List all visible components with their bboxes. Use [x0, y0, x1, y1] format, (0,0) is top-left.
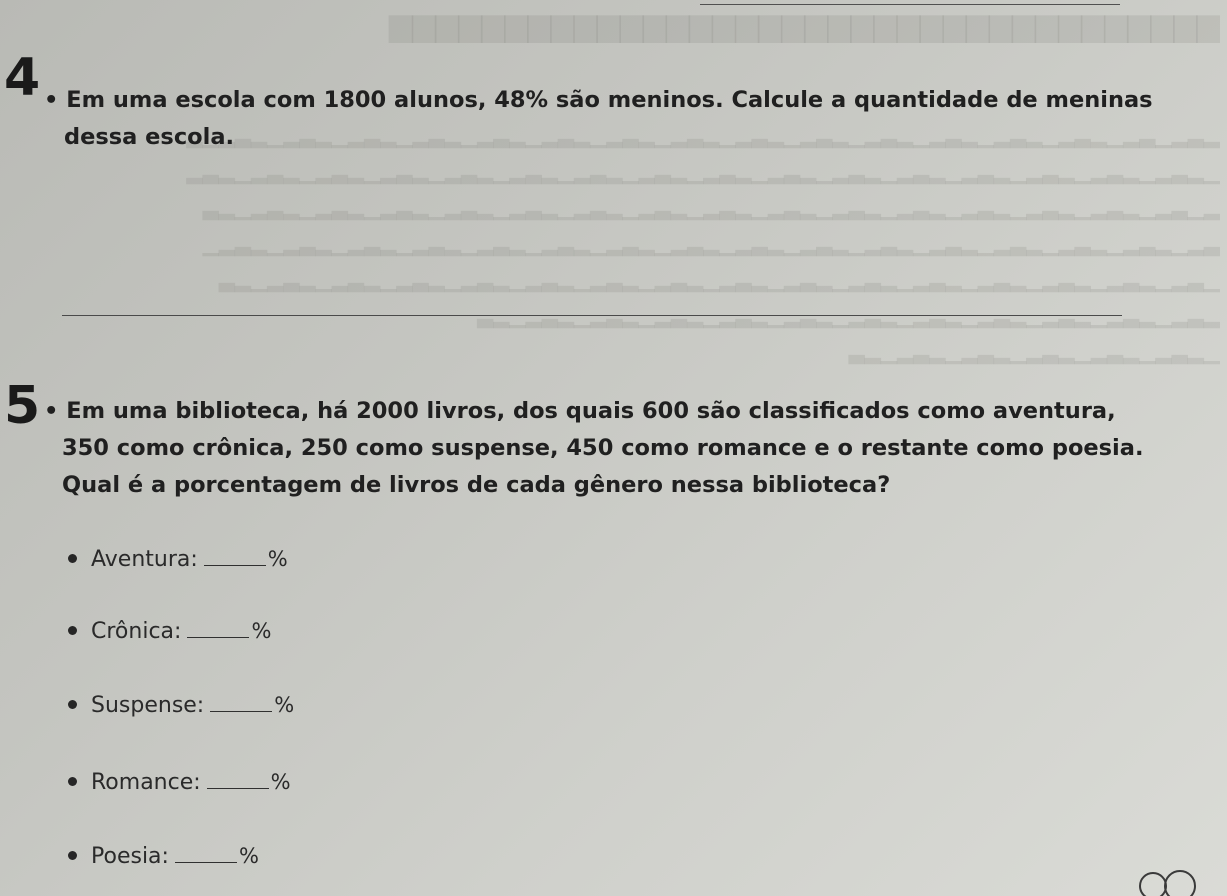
answer-blank[interactable] — [204, 545, 266, 566]
top-divider — [700, 4, 1120, 5]
genre-label: Romance: — [91, 770, 201, 795]
question-4-dot: • — [44, 87, 67, 113]
question-5-text — [44, 393, 1214, 504]
question-4-answer-line — [62, 315, 1122, 316]
bullet-icon — [68, 626, 77, 635]
list-item-suspense — [68, 691, 294, 721]
genre-label: Aventura: — [91, 547, 198, 572]
question-5-line-2: 350 como crônica, 250 como suspense, 450 como romance e o restante como poesia. — [62, 435, 1144, 461]
list-item-romance — [68, 768, 291, 798]
list-item-poesia — [68, 842, 259, 872]
percent-sign: % — [238, 844, 259, 868]
list-item-cronica — [68, 617, 271, 647]
percent-sign: % — [251, 619, 272, 643]
answer-blank[interactable] — [175, 842, 237, 863]
answer-blank[interactable] — [187, 617, 249, 638]
genre-label: Crônica: — [91, 619, 182, 644]
question-5-dot: • — [44, 398, 67, 424]
question-4-line-2: dessa escola. — [64, 124, 235, 150]
double-circle-icon — [1138, 866, 1198, 896]
answer-blank[interactable] — [210, 691, 272, 712]
genre-label: Poesia: — [91, 844, 169, 869]
bullet-icon — [68, 554, 77, 563]
question-4-number: 4 — [4, 48, 41, 108]
question-5-line-1: Em uma biblioteca, há 2000 livros, dos quais 600 são classificados como aventura, — [66, 398, 1116, 424]
bleed-through-texture: ▆▆▆▆▆▆▆▆▆▆▆▆▆▆▆▆▆▆▆▆▆▆▆▆▆▆▆▆▆▆▆▆▆▆▆▆ ▂▃▂▁▃▂▁▂▃▂▁▂▃▂▁▂▃▂▁▂▃▂▁▂▃▂▁▂▃▂▁▂▃▂▁▂▃▂▁▂▃▂▁▂▃▂▁▂▃▂▁▂▃▂▁▂▃▂▁▂▃▂▁▂ ▁▂▃▂▁▂▃▂▁▂▃▂▁▂▃▂▁▂▃▂▁▂▃▂▁▂▃▂▁▂▃▂▁▂▃▂▁▂▃▂▁▂▃▂▁▂▃▂▁▂▃▂▁▂▃▂▁▂▃▂▁▂▃▂ ▂▁▃▂▁▂▃▂▁▂▃▂▁▂▃▂▁▂▃▂▁▂▃▂▁▂▃▂▁▂▃▂▁▂▃▂▁▂▃▂▁▂▃▂▁▂▃▂▁▂▃▂▁▂▃▂▁▂▃▂▁▂▃ ▃▂▁▂▃▂▁▂▃▂▁▂▃▂▁▂▃▂▁▂▃▂▁▂▃▂▁▂▃▂▁▂▃▂▁▂▃▂▁▂▃▂▁▂▃▂▁▂▃▂▁▂▃▂▁▂▃▂▁▂▃▂▁ ▁▃▂▁▂▃▂▁▂▃▂▁▂▃▂▁▂▃▂▁▂▃▂▁▂▃▂▁▂▃▂▁▂▃▂▁▂▃▂▁▂▃▂▁▂▃▂▁▂▃▂▁▂▃▂▁▂▃▂▁▂▃ ▂▃▂▁▂▃▂▁▂▃▂▁▂▃▂▁▂▃▂▁▂▃▂▁▂▃▂▁▂▃▂▁▂▃▂▁▂▃▂▁▂▃▂▁▂▃ ▁▂▃▂▁▂▃▂▁▂▃▂▁▂▃▂▁▂▃▂▁▂▃ — [186, 9, 1220, 364]
bullet-icon — [68, 777, 77, 786]
percent-sign: % — [274, 693, 295, 717]
list-item-aventura — [68, 545, 288, 575]
question-4-line-1: Em uma escola com 1800 alunos, 48% são meninos. Calcule a quantidade de meninas — [66, 87, 1153, 113]
percent-sign: % — [270, 770, 291, 794]
question-5-line-3: Qual é a porcentagem de livros de cada gênero nessa biblioteca? — [62, 472, 891, 498]
question-4-text — [44, 82, 1194, 156]
bullet-icon — [68, 851, 77, 860]
question-5-number: 5 — [4, 376, 41, 436]
bullet-icon — [68, 700, 77, 709]
answer-blank[interactable] — [207, 768, 269, 789]
genre-label: Suspense: — [91, 693, 205, 718]
percent-sign: % — [267, 547, 288, 571]
